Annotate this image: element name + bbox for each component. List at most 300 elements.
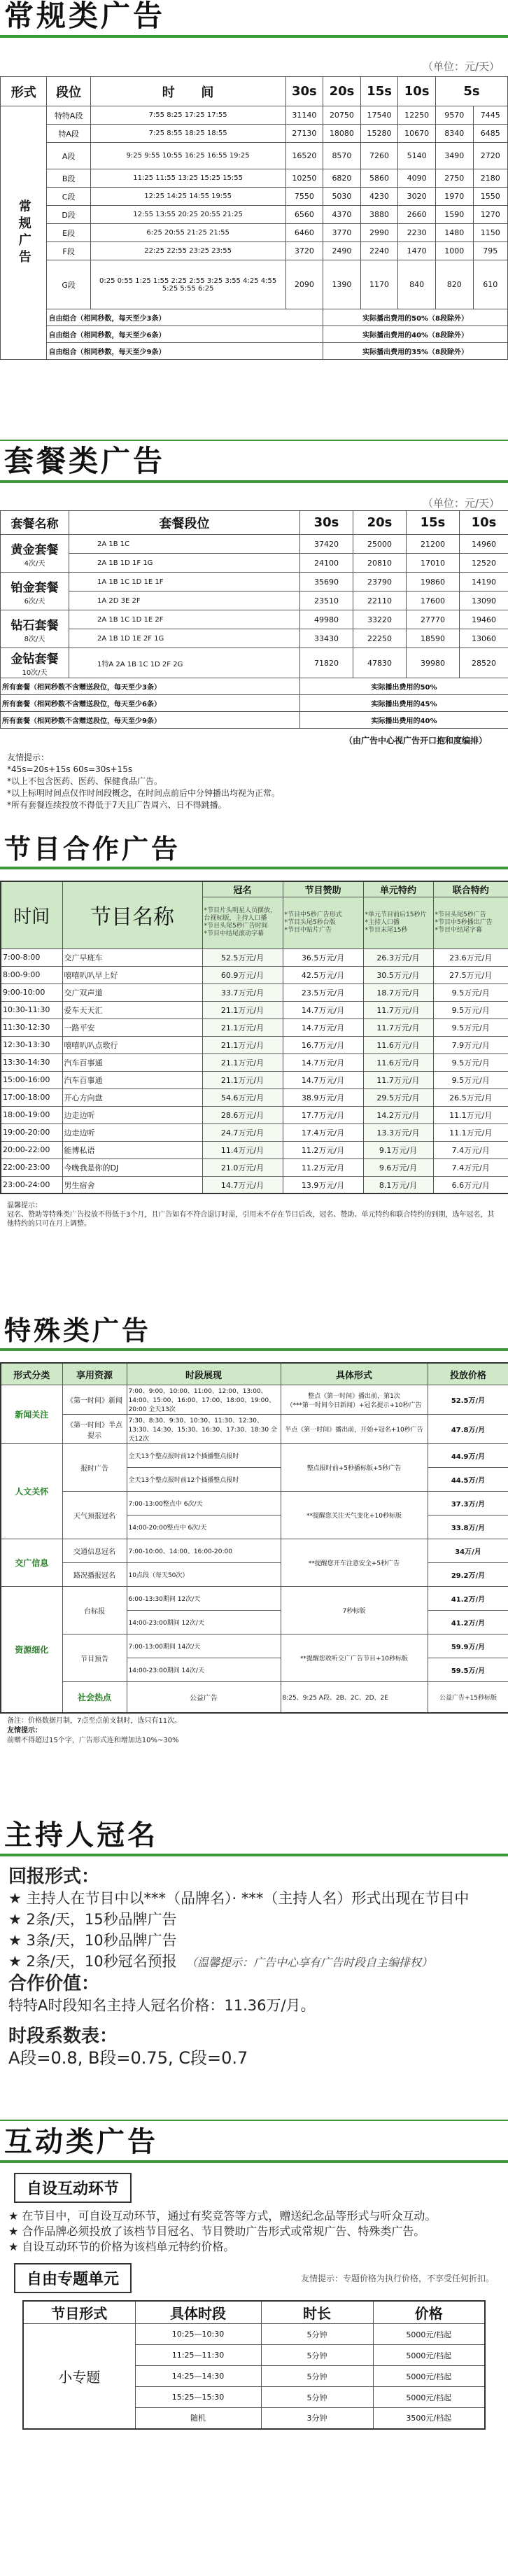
- price-cell: 37420: [300, 535, 353, 554]
- table-row: [1, 1492, 508, 1516]
- price-cell: 4230: [360, 188, 398, 206]
- price-cell: 24100: [300, 554, 353, 573]
- resource-cell: 公益广告: [127, 1682, 281, 1714]
- package-segments: 2A 1B 1D 1F 1G: [69, 554, 300, 573]
- header-category: 形式分类: [1, 1363, 62, 1385]
- special-unit-tip: 友情提示：专题价格为执行价格，不享受任何折扣。: [300, 2274, 494, 2283]
- table-row: [1, 1088, 508, 1106]
- box-label: [14, 2173, 508, 2203]
- price-cell: 13.9万元/月: [283, 1176, 363, 1194]
- price-cell: 16520: [285, 143, 323, 169]
- specific-form-cell: 公益广告+15秒标版: [428, 1682, 508, 1714]
- coef-title: 时段系数表：: [8, 2026, 118, 2047]
- table-row: [1, 169, 508, 188]
- price-cell: 840: [398, 260, 436, 309]
- price-cell: 3770: [323, 224, 361, 242]
- header-joint-special: 联合特约: [433, 881, 508, 897]
- time-display-cell: 14:00-23:00期间 12次/天: [127, 1611, 281, 1634]
- package-name: 黄金套餐: [10, 542, 59, 557]
- price-cell: 1000: [435, 242, 473, 260]
- price-cell: 22110: [353, 592, 407, 610]
- time-display-cell: 6:00-13:30期间 12次/天: [127, 1587, 281, 1611]
- time-cell: 7:55 8:25 17:25 17:55: [90, 106, 285, 125]
- divider: [0, 2160, 508, 2163]
- header-20s: 20s: [353, 511, 407, 535]
- divider: [0, 2120, 508, 2121]
- return-title: 回报形式：: [8, 1866, 100, 1887]
- specific-form-cell: 整点报时前+5秒播标版+5秒广告: [281, 1444, 428, 1492]
- price-cell: 9.5万元/月: [433, 1001, 508, 1018]
- price-cell: 14.7万元/月: [202, 1176, 283, 1194]
- return-item: ★ 主持人在节目中以***（品牌名）· ***（主持人名）形式出现在节目中: [8, 1890, 470, 1907]
- section-host-naming: [0, 1820, 508, 2068]
- tip-title: 友情提示：: [7, 1727, 42, 1735]
- price-cell: 16.7万元/月: [283, 1036, 363, 1054]
- header-price: 价格: [373, 2301, 485, 2324]
- price-cell: 6460: [285, 224, 323, 242]
- time-cell: 15:25—15:30: [135, 2387, 261, 2408]
- time-cell: 22:00-23:00: [1, 1158, 62, 1176]
- feature-title-sponsor: *节目片头明星人员摆放，台视标版，主持人口播 *节目头尾5秒广告时间 *节目中结尾滚动字幕: [202, 897, 283, 948]
- time-cell: 23:00-24:00: [1, 1176, 62, 1194]
- time-cell: 11:30-12:30: [1, 1018, 62, 1036]
- time-cell: 8:00-9:00: [1, 966, 62, 983]
- table-row: [1, 554, 508, 573]
- combo-condition: 所有套餐（相同秒数不含赠送段位，每天至少3条）: [1, 678, 300, 695]
- price-cell: 6560: [285, 206, 323, 224]
- tip-line: *以上标明时间点仅作时间段概念，在时间点前后中分钟播出均视为正常。: [7, 788, 281, 799]
- price-cell: 47.8万/月: [428, 1415, 508, 1444]
- program-name-cell: 交广早班车: [62, 948, 202, 966]
- special-unit-box-title: 自由专题单元: [14, 2263, 132, 2293]
- price-cell: 23.6万元/月: [433, 948, 508, 966]
- price-cell: 52.5万/月: [428, 1385, 508, 1415]
- form-cell: 小专题: [23, 2324, 135, 2429]
- header-form: 节目形式: [23, 2301, 135, 2324]
- table-row: [1, 1106, 508, 1124]
- price-cell: 12520: [460, 554, 508, 573]
- price-cell: 21.1万元/月: [202, 1036, 283, 1054]
- package-segments: 1特A 2A 1B 1C 1D 2F 2G: [69, 648, 300, 678]
- divider: [0, 1348, 508, 1351]
- price-cell: 27770: [407, 610, 460, 629]
- time-cell: 0:25 0:55 1:25 1:55 2:25 2:55 3:25 3:55 4:25 4:55 5:25 5:55 6:25: [90, 260, 285, 309]
- coef-text: A段=0.8, B段=0.75, C段=0.7: [8, 2048, 248, 2068]
- table-row: [1, 260, 508, 309]
- header-time: 时 间: [90, 77, 285, 106]
- price-cell: 24.7万元/月: [202, 1124, 283, 1141]
- segment-cell: A段: [47, 143, 90, 169]
- package-frequency: 4次/天: [24, 559, 45, 568]
- segment-cell: 特A段: [47, 125, 90, 143]
- price-cell: 26.5万元/月: [433, 1088, 508, 1106]
- price-cell: 5140: [398, 143, 436, 169]
- table-row: [1, 1563, 508, 1587]
- table-row: [1, 592, 508, 610]
- combo-discount: 实际播出费用的40%（8段除外）: [323, 326, 508, 343]
- price-cell: 9.5万元/月: [433, 1054, 508, 1071]
- price-cell: 44.9万/月: [428, 1444, 508, 1468]
- table-row: [1, 629, 508, 648]
- price-cell: 33430: [300, 629, 353, 648]
- resource-cell: 路况播报冠名: [62, 1563, 127, 1587]
- price-cell: 42.5万元/月: [283, 966, 363, 983]
- time-cell: 10:30-11:30: [1, 1001, 62, 1018]
- time-cell: 6:25 20:55 21:25 21:55: [90, 224, 285, 242]
- section-title: 套餐类广告: [4, 444, 166, 478]
- time-cell: 11:25 11:55 13:25 15:25 15:55: [90, 169, 285, 188]
- price-cell: 6.6万元/月: [433, 1176, 508, 1194]
- header-sponsorship: 节目赞助: [283, 881, 363, 897]
- price-cell: 14.7万元/月: [283, 1054, 363, 1071]
- price-cell: 5000元/档起: [373, 2324, 485, 2345]
- header-10s: 10s: [460, 511, 508, 535]
- price-cell: 21.1万元/月: [202, 1071, 283, 1088]
- table-row: [1, 966, 508, 983]
- table-row: [1, 1071, 508, 1088]
- tip-line: *以上不包含医药、医药、保健食品广告。: [7, 776, 163, 787]
- program-ads-table: [0, 881, 508, 1195]
- price-cell: 13090: [460, 592, 508, 610]
- category-cell: 交广信息: [1, 1539, 62, 1587]
- price-cell: 25000: [353, 535, 407, 554]
- tip-text: 前赠不得超过15个字，广告形式连和增加达10%~30%: [7, 1737, 179, 1745]
- feature-joint-special: *节目头尾5秒广告 *节目中5秒播出广告 *节目中结尾字幕: [433, 897, 508, 948]
- segment-cell: G段: [47, 260, 90, 309]
- price-cell: 5860: [360, 169, 398, 188]
- price-cell: 8340: [435, 125, 473, 143]
- program-name-cell: 嘻嘻叭叭早上好: [62, 966, 202, 983]
- duration-cell: 5分钟: [261, 2366, 373, 2387]
- program-name-cell: 开心方向盘: [62, 1088, 202, 1106]
- time-display-cell: 7:00、9:00、10:00、11:00、12:00、13:00、14:00、15:00、16:00、17:00、18:00、19:00、20:00 全天13次: [127, 1385, 281, 1415]
- duration-cell: 3分钟: [261, 2408, 373, 2429]
- divider: [0, 480, 508, 483]
- price-cell: 9.5万元/月: [433, 1018, 508, 1036]
- price-cell: 14.2万元/月: [363, 1106, 433, 1124]
- feature-sponsorship: *节目中5秒广告形式 *节目头尾5秒台版 *节目中贴片广告: [283, 897, 363, 948]
- item: ★ 自设互动环节的价格为该档单元特约价格。: [8, 2240, 235, 2253]
- price-cell: 11.2万元/月: [283, 1141, 363, 1158]
- price-cell: 17010: [407, 554, 460, 573]
- price-cell: 38.9万元/月: [283, 1088, 363, 1106]
- price-cell: 6820: [323, 169, 361, 188]
- combo-condition: 所有套餐（相同秒数不含赠送段位，每天至少9条）: [1, 712, 300, 729]
- return-item: ★ 2条/天，15秒品牌广告: [8, 1911, 177, 1928]
- table-row: [1, 983, 508, 1001]
- divider: [0, 1854, 508, 1856]
- time-display-cell: 全天13个整点报时前12个插播整点报时: [127, 1444, 281, 1468]
- price-cell: 52.5万元/月: [202, 948, 283, 966]
- price-cell: 23.5万元/月: [283, 983, 363, 1001]
- price-cell: 7.9万元/月: [433, 1036, 508, 1054]
- table-row: [1, 1682, 508, 1714]
- package-frequency: 8次/天: [24, 635, 45, 643]
- price-cell: 11.4万元/月: [202, 1141, 283, 1158]
- interactive-items: [0, 2208, 508, 2255]
- price-cell: 14190: [460, 573, 508, 592]
- price-cell: 14.7万元/月: [283, 1018, 363, 1036]
- price-cell: 3880: [360, 206, 398, 224]
- table-row: [1, 1018, 508, 1036]
- header-time: 具体时段: [135, 2301, 261, 2324]
- price-cell: 20810: [353, 554, 407, 573]
- price-cell: 41.2万/月: [428, 1587, 508, 1611]
- combo-discount: 实际播出费用的40%: [300, 712, 508, 729]
- package-segments: 1A 2D 3E 2F: [69, 592, 300, 610]
- header-unit-special: 单元特约: [363, 881, 433, 897]
- section-special-ads: [0, 1316, 508, 1749]
- category-cell: 人文关怀: [1, 1444, 62, 1539]
- price-cell: 820: [435, 260, 473, 309]
- package-name: 钻石套餐: [10, 618, 59, 633]
- combo-condition: 自由组合（相同秒数，每天至少3条）: [47, 309, 323, 326]
- table-row: [1, 1124, 508, 1141]
- combo-discount: 实际播出费用的50%（8段除外）: [323, 309, 508, 326]
- table-row: [1, 224, 508, 242]
- table-row: [1, 610, 508, 629]
- resource-cell: 天气预报冠名: [62, 1492, 127, 1539]
- price-cell: 5000元/档起: [373, 2387, 485, 2408]
- price-cell: 7260: [360, 143, 398, 169]
- table-row: [1, 125, 508, 143]
- price-cell: 11.6万元/月: [363, 1054, 433, 1071]
- price-cell: 21.1万元/月: [202, 1018, 283, 1036]
- price-cell: 11.6万元/月: [363, 1036, 433, 1054]
- duration-cell: 5分钟: [261, 2387, 373, 2408]
- price-cell: 36.5万元/月: [283, 948, 363, 966]
- package-name-cell: [1, 573, 69, 610]
- program-note: [0, 1198, 508, 1231]
- price-cell: 29.5万元/月: [363, 1088, 433, 1106]
- price-cell: 35690: [300, 573, 353, 592]
- price-cell: 4090: [398, 169, 436, 188]
- price-cell: 10250: [285, 169, 323, 188]
- price-cell: 33220: [353, 610, 407, 629]
- price-cell: 59.5万/月: [428, 1658, 508, 1682]
- segment-cell: E段: [47, 224, 90, 242]
- table-row: [1, 1158, 508, 1176]
- table-row: [1, 573, 508, 592]
- section-title: 节目合作广告: [4, 833, 181, 864]
- price-cell: 21.1万元/月: [202, 1054, 283, 1071]
- header-package-seg: 套餐段位: [69, 511, 300, 535]
- header-segment: 段位: [47, 77, 90, 106]
- price-cell: 28.6万元/月: [202, 1106, 283, 1124]
- program-name-cell: 边走边听: [62, 1106, 202, 1124]
- price-cell: 9570: [435, 106, 473, 125]
- combo-row: [1, 309, 508, 326]
- price-cell: 18590: [407, 629, 460, 648]
- price-cell: 30.5万元/月: [363, 966, 433, 983]
- price-cell: 7445: [473, 106, 507, 125]
- package-name-cell: [1, 610, 69, 648]
- header-resource: 享用资源: [62, 1363, 127, 1385]
- program-name-cell: 边走边听: [62, 1124, 202, 1141]
- time-display-cell: 7:30、8:30、9:30、10:30、11:30、12:30、13:30、14:30、15:30、16:30、17:30、18:30 全天12次: [127, 1415, 281, 1444]
- header-price: 投放价格: [428, 1363, 508, 1385]
- header-time: 时间: [1, 881, 62, 949]
- category-cell: 资源细化: [1, 1587, 62, 1714]
- price-cell: 49980: [300, 610, 353, 629]
- combo-discount: 实际播出费用的45%: [300, 695, 508, 712]
- segment-cell: C段: [47, 188, 90, 206]
- price-cell: 23790: [353, 573, 407, 592]
- price-cell: 6485: [473, 125, 507, 143]
- divider: [0, 440, 508, 441]
- resource-cell: 《第一时间》半点提示: [62, 1415, 127, 1444]
- table-row: [1, 648, 508, 678]
- time-cell: 14:25—14:30: [135, 2366, 261, 2387]
- time-cell: 随机: [135, 2408, 261, 2429]
- program-name-cell: 嘻嘻叭叭点歌行: [62, 1036, 202, 1054]
- package-tips: [0, 749, 508, 814]
- header-duration: 时长: [261, 2301, 373, 2324]
- price-cell: 54.6万元/月: [202, 1088, 283, 1106]
- header-specific-form: 具体形式: [281, 1363, 428, 1385]
- price-cell: 11.1万元/月: [433, 1106, 508, 1124]
- tip-line: *所有套餐连续投放不得低于7天且广告周六、日不得跳播。: [7, 800, 227, 811]
- time-display-cell: 全天13个整点报时前12个插播整点报时: [127, 1468, 281, 1492]
- resource-cell: 交通信息冠名: [62, 1539, 127, 1563]
- price-cell: 14.7万元/月: [283, 1001, 363, 1018]
- program-name-cell: 一路平安: [62, 1018, 202, 1036]
- resource-cell: 报时广告: [62, 1444, 127, 1492]
- package-segments: 2A 1B 1C 1D 1E 2F: [69, 610, 300, 629]
- note-title: 温馨提示：: [7, 1202, 42, 1210]
- price-cell: 17540: [360, 106, 398, 125]
- table-row: [1, 1587, 508, 1611]
- price-cell: 8570: [323, 143, 361, 169]
- price-cell: 13060: [460, 629, 508, 648]
- table-row: [1, 1539, 508, 1563]
- combo-condition: 自由组合（相同秒数，每天至少6条）: [47, 326, 323, 343]
- header-5s: 5s: [435, 77, 507, 106]
- table-row: [1, 1634, 508, 1658]
- specific-form-cell: **提醒您开车注意安全+5秒广告: [281, 1539, 428, 1587]
- section-package-ads: [0, 440, 508, 814]
- combo-row: [1, 695, 508, 712]
- package-source-note: （由广告中心视广告开口抱和度编排）: [344, 736, 487, 746]
- item: ★ 合作品牌必须投放了该档节目冠名、节目赞助广告形式或常规广告、特殊类广告。: [8, 2225, 425, 2238]
- table-row: [1, 1036, 508, 1054]
- header-30s: 30s: [285, 77, 323, 106]
- time-display-cell: 7:00-13:00整点中 6次/天: [127, 1492, 281, 1516]
- price-cell: 11.7万元/月: [363, 1071, 433, 1088]
- price-cell: 2490: [323, 242, 361, 260]
- table-row: [1, 188, 508, 206]
- return-form: [0, 1866, 508, 2068]
- price-cell: 59.9万/月: [428, 1634, 508, 1658]
- price-cell: 2990: [360, 224, 398, 242]
- segment-cell: 特特A段: [47, 106, 90, 125]
- header-form: 形式: [1, 77, 47, 106]
- program-name-cell: 男生宿舍: [62, 1176, 202, 1194]
- price-cell: 47830: [353, 648, 407, 678]
- table-row: [23, 2324, 485, 2345]
- time-cell: 12:25 14:25 14:55 19:55: [90, 188, 285, 206]
- price-cell: 2660: [398, 206, 436, 224]
- section-program-ads: [0, 834, 508, 1231]
- price-cell: 17600: [407, 592, 460, 610]
- time-cell: 10:25—10:30: [135, 2324, 261, 2345]
- time-cell: 9:25 9:55 10:55 16:25 16:55 19:25: [90, 143, 285, 169]
- table-row: [1, 1054, 508, 1071]
- price-cell: 17.7万元/月: [283, 1106, 363, 1124]
- price-cell: 2750: [435, 169, 473, 188]
- price-cell: 21200: [407, 535, 460, 554]
- combo-row: [1, 712, 508, 729]
- price-cell: 9.1万元/月: [363, 1141, 433, 1158]
- price-cell: 1390: [323, 260, 361, 309]
- section-title: 常规类广告: [4, 0, 166, 33]
- table-row: [1, 106, 508, 125]
- price-cell: 1970: [435, 188, 473, 206]
- interactive-box-title: 自设互动环节: [14, 2173, 132, 2203]
- price-cell: 27130: [285, 125, 323, 143]
- price-cell: 12250: [398, 106, 436, 125]
- price-cell: 9.6万元/月: [363, 1158, 433, 1176]
- combo-condition: 所有套餐（相同秒数不含赠送段位，每天至少6条）: [1, 695, 300, 712]
- price-cell: 18.7万元/月: [363, 983, 433, 1001]
- combo-condition: 自由组合（相同秒数，每天至少9条）: [47, 343, 323, 360]
- price-cell: 3490: [435, 143, 473, 169]
- section-regular-ads: [0, 0, 508, 360]
- time-cell: 20:00-22:00: [1, 1141, 62, 1158]
- time-display-cell: 14:00-23:00期间 14次/天: [127, 1658, 281, 1682]
- combo-row: [1, 326, 508, 343]
- special-unit-table: [22, 2300, 486, 2430]
- price-cell: 21.0万元/月: [202, 1158, 283, 1176]
- table-row: [1, 948, 508, 966]
- price-cell: 11.7万元/月: [363, 1001, 433, 1018]
- price-cell: 7550: [285, 188, 323, 206]
- specific-form-cell: **提醒您关注天气变化+10秒标版: [281, 1492, 428, 1539]
- specific-form-cell: **提醒您收听交广广告节目+10秒标版: [281, 1634, 428, 1682]
- category-cell: 社会热点: [62, 1682, 127, 1714]
- package-name-cell: [1, 535, 69, 573]
- price-cell: 2240: [360, 242, 398, 260]
- time-cell: 7:00-8:00: [1, 948, 62, 966]
- combo-discount: 实际播出费用的50%: [300, 678, 508, 695]
- time-cell: 11:25—11:30: [135, 2345, 261, 2366]
- table-row: [1, 1141, 508, 1158]
- package-frequency: 6次/天: [24, 597, 45, 606]
- regular-ads-table: [0, 76, 508, 360]
- note-text: 冠名、赞助等特殊类广告投放不得低于3个月，且广告如有不符合退订时需，引用未不存在节目后改，冠名、赞助、单元特约和联合特约的到期，选年冠名，其他特约的只可在月上调整。: [7, 1211, 495, 1228]
- combo-row: [1, 678, 508, 695]
- package-name-cell: [1, 648, 69, 678]
- price-cell: 27.5万元/月: [433, 966, 508, 983]
- price-cell: 71820: [300, 648, 353, 678]
- package-segments: 1A 1B 1C 1D 1E 1F: [69, 573, 300, 592]
- price-cell: 9.5万元/月: [433, 983, 508, 1001]
- header-10s: 10s: [398, 77, 436, 106]
- segment-cell: D段: [47, 206, 90, 224]
- header-title-sponsor: 冠名: [202, 881, 283, 897]
- specific-form-cell: 7秒标版: [281, 1587, 428, 1634]
- price-cell: 1270: [473, 206, 507, 224]
- program-name-cell: 爱车天天汇: [62, 1001, 202, 1018]
- table-row: [1, 206, 508, 224]
- time-cell: 12:55 13:55 20:25 20:55 21:25: [90, 206, 285, 224]
- price-cell: 8.1万元/月: [363, 1176, 433, 1194]
- price-cell: 21.1万元/月: [202, 1001, 283, 1018]
- combo-row: [1, 343, 508, 360]
- package-frequency: 10次/天: [22, 669, 48, 678]
- item: ★ 在节目中，可自设互动环节，通过有奖竞答等方式，赠送纪念品等形式与听众互动。: [8, 2209, 437, 2222]
- price-cell: 11.7万元/月: [363, 1018, 433, 1036]
